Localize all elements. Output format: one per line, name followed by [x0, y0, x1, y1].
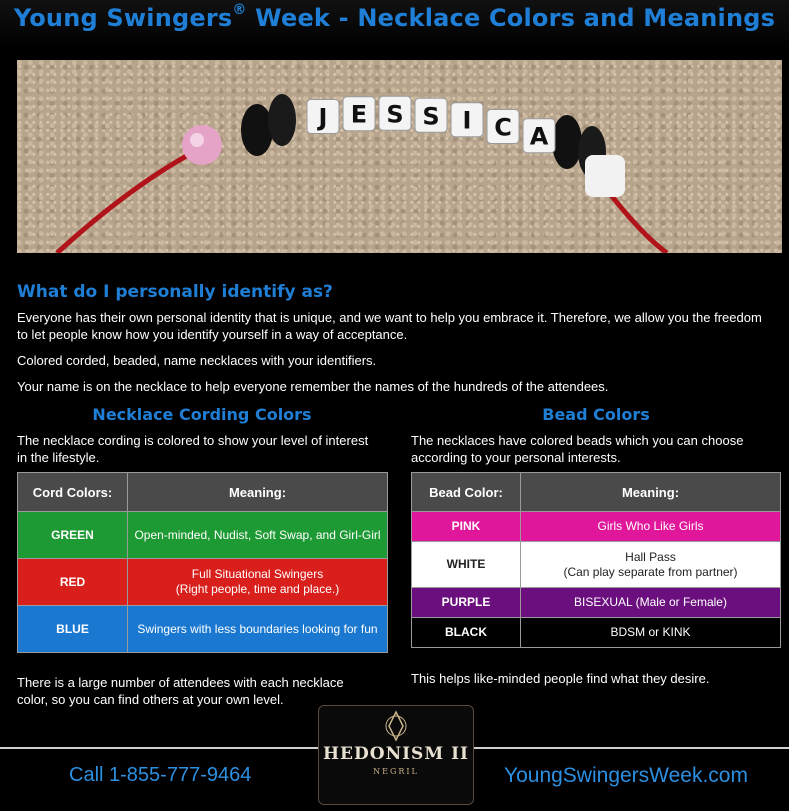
cord-row-green [18, 512, 388, 559]
bead-color-label: WHITE [412, 542, 521, 588]
bead-color-header: Bead Color: [412, 473, 521, 512]
cord-color-label: RED [18, 559, 128, 606]
bead-meaning-header: Meaning: [521, 473, 781, 512]
letter-bead-char: J [318, 103, 328, 132]
intro-paragraph-2: Colored corded, beaded, name necklaces with your identifiers. [17, 353, 377, 368]
intro-paragraph-3: Your name is on the necklace to help everyone remember the names of the hundreds of the attendees. [17, 379, 609, 394]
bead-meaning: BDSM or KINK [521, 618, 781, 648]
website-link[interactable]: YoungSwingersWeek.com [504, 764, 748, 787]
cord-color-header: Cord Colors: [18, 473, 128, 512]
phone-number[interactable]: Call 1-855-777-9464 [69, 764, 252, 786]
letter-bead-char: E [350, 100, 368, 129]
necklace-illustration [17, 60, 782, 253]
cord-color-label: BLUE [18, 606, 128, 653]
bead-meaning: BISEXUAL (Male or Female) [521, 588, 781, 618]
letter-bead-char: A [529, 122, 549, 151]
letter-bead-char: C [494, 113, 512, 142]
bead-row-black [412, 618, 781, 648]
cording-heading: Necklace Cording Colors [92, 405, 312, 424]
cord-meaning: Open-minded, Nudist, Soft Swap, and Girl-Girl [128, 512, 388, 559]
logo-name: HEDONISM II [323, 744, 469, 764]
necklace-photo [17, 60, 782, 253]
bead-color-label: PURPLE [412, 588, 521, 618]
letter-bead-char: S [386, 100, 404, 129]
bead-table [411, 472, 781, 648]
cord-meaning: Full Situational Swingers (Right people, time and place.) [128, 559, 388, 606]
cord-color-label: GREEN [18, 512, 128, 559]
hedonism-logo [318, 705, 474, 805]
bead-footer: This helps like-minded people find what they desire. [411, 671, 710, 686]
bead-row-white [412, 542, 781, 588]
bead-meaning: Hall Pass (Can play separate from partner) [521, 542, 781, 588]
cord-row-blue [18, 606, 388, 653]
page-title: Young Swingers® Week - Necklace Colors and Meanings [13, 2, 776, 32]
bead-row-purple [412, 588, 781, 618]
cord-meaning-header: Meaning: [128, 473, 388, 512]
bead-color-label: BLACK [412, 618, 521, 648]
cording-description: The necklace cording is colored to show your level of interest in the lifestyle. [17, 433, 369, 465]
bead-color-label: PINK [412, 512, 521, 542]
bead-description: The necklaces have colored beads which you can choose according to your personal interests. [411, 433, 744, 465]
bead-row-pink [412, 512, 781, 542]
logo-place: NEGRIL [373, 767, 419, 776]
bead-meaning: Girls Who Like Girls [521, 512, 781, 542]
letter-bead-char: I [462, 106, 472, 135]
cord-row-red [18, 559, 388, 606]
cord-meaning: Swingers with less boundaries looking for fun [128, 606, 388, 653]
cording-table [17, 472, 388, 653]
cording-footer: There is a large number of attendees with each necklace color, so you can find others at your own level. [17, 675, 344, 707]
letter-bead-char: S [422, 102, 440, 131]
bead-heading: Bead Colors [542, 405, 650, 424]
intro-paragraph-1: Everyone has their own personal identity that is unique, and we want to help you embrace it. Therefore, we allow you the freedom to let people know how you identify yourself in a way of acceptance. [17, 310, 762, 342]
identity-heading: What do I personally identify as? [17, 282, 333, 302]
